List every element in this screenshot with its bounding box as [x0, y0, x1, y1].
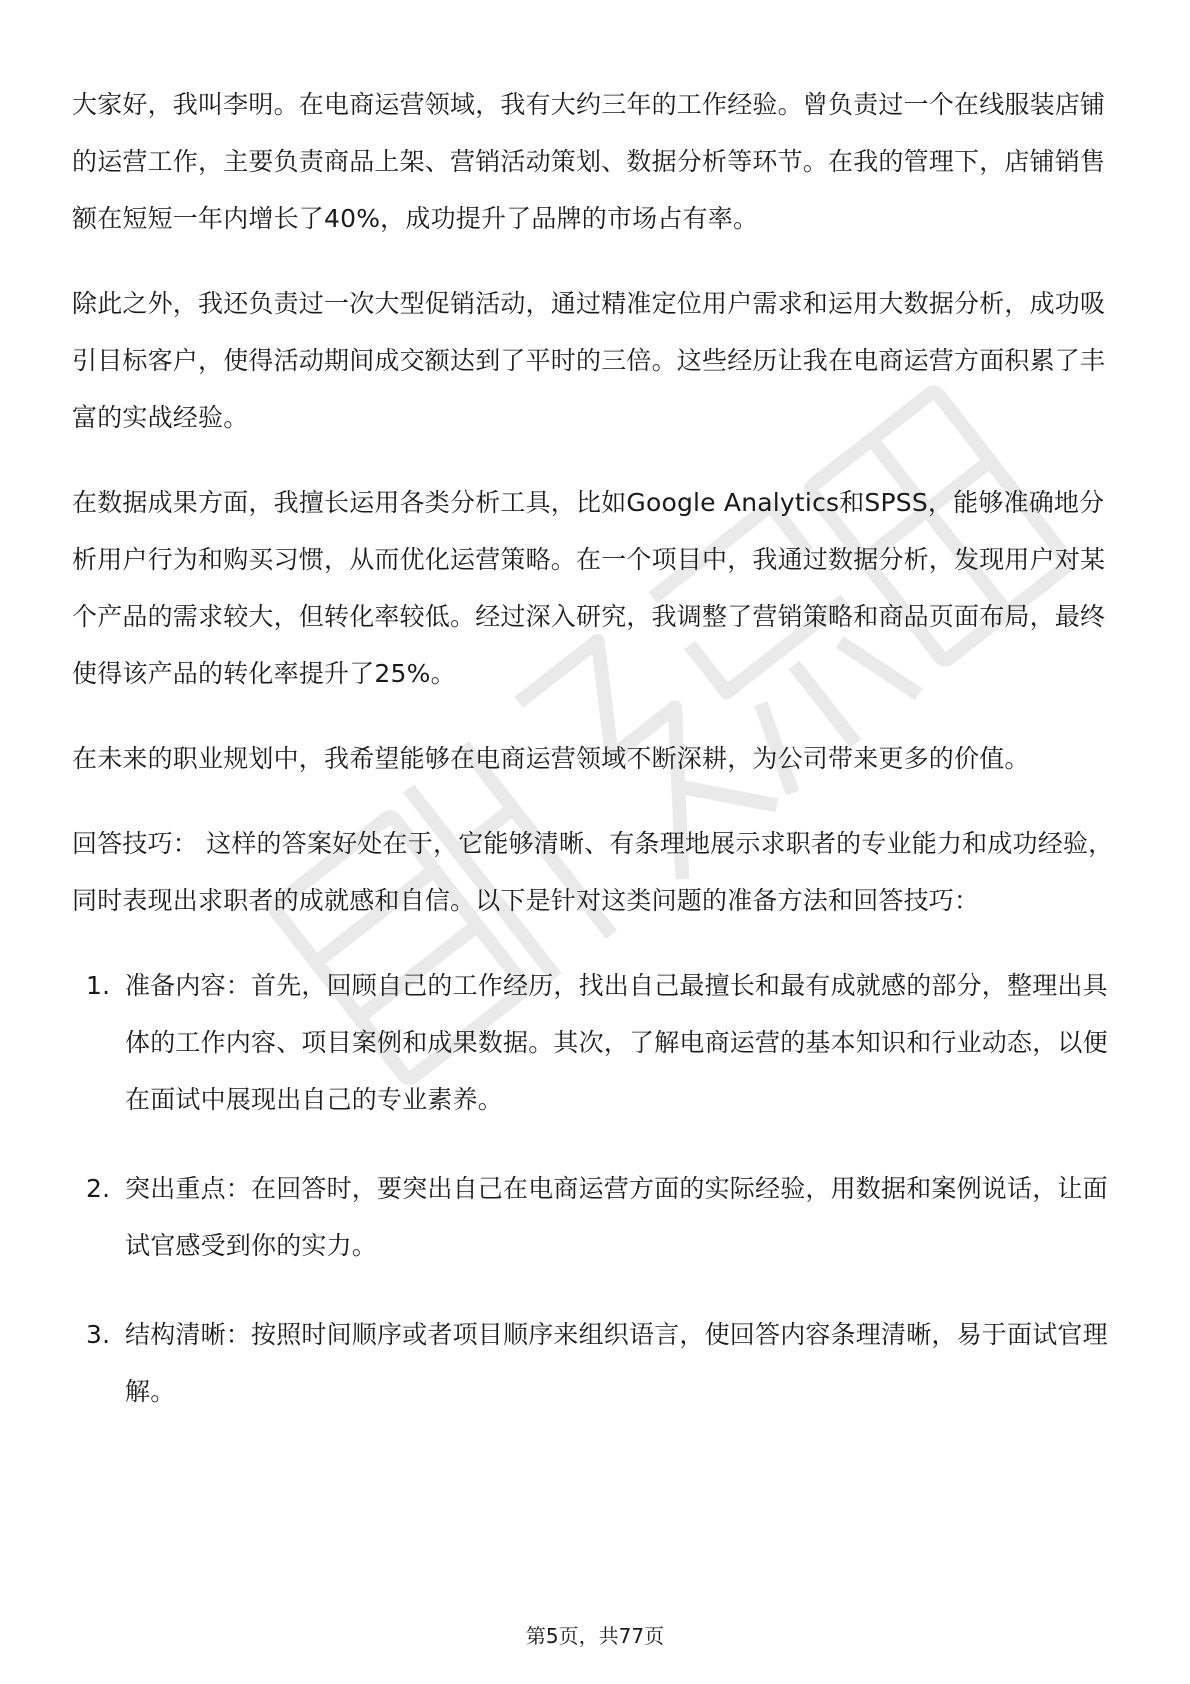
list-item-text: 结构清晰：按照时间顺序或者项目顺序来组织语言，使回答内容条理清晰，易于面试官理解。 [125, 1320, 1108, 1406]
list-item-text: 准备内容：首先，回顾自己的工作经历，找出自己最擅长和最有成就感的部分，整理出具体的工作内容、项目案例和成果数据。其次，了解电商运营的基本知识和行业动态，以便在面试中展现出自己的专业素养。 [125, 971, 1108, 1114]
page-number-footer: 第5页，共77页 [525, 1624, 665, 1648]
list-item [72, 957, 1122, 1128]
list-item-text: 突出重点：在回答时，要突出自己在电商运营方面的实际经验，用数据和案例说话，让面试官感受到你的实力。 [125, 1174, 1108, 1260]
tips-list [72, 957, 1122, 1420]
list-item-number: 1. [86, 971, 111, 1000]
paragraph-data-results: 在数据成果方面，我擅长运用各类分析工具，比如Google Analytics和SPSS，能够准确地分析用户行为和购买习惯，从而优化运营策略。在一个项目中，我通过数据分析，发现用户对某个产品的需求较大，但转化率较低。经过深入研究，我调整了营销策略和商品页面布局，最终使得该产品的转化率提升了25%。 [72, 488, 1106, 688]
list-item-number: 3. [86, 1320, 111, 1349]
paragraph-career-plan: 在未来的职业规划中，我希望能够在电商运营领域不断深耕，为公司带来更多的价值。 [72, 744, 1030, 773]
paragraph-answer-tips: 回答技巧： 这样的答案好处在于，它能够清晰、有条理地展示求职者的专业能力和成功经验，同时表现出求职者的成就感和自信。以下是针对这类问题的准备方法和回答技巧： [72, 829, 1114, 915]
document-body [72, 76, 1122, 1452]
list-item [72, 1160, 1122, 1274]
paragraph-promotion: 除此之外，我还负责过一次大型促销活动，通过精准定位用户需求和运用大数据分析，成功吸引目标客户，使得活动期间成交额达到了平时的三倍。这些经历让我在电商运营方面积累了丰富的实战经验。 [72, 289, 1106, 432]
paragraph-intro: 大家好，我叫李明。在电商运营领域，我有大约三年的工作经验。曾负责过一个在线服装店铺的运营工作，主要负责商品上架、营销活动策划、数据分析等环节。在我的管理下，店铺销售额在短短一年内增长了40%，成功提升了品牌的市场占有率。 [72, 90, 1106, 233]
list-item [72, 1306, 1122, 1420]
list-item-number: 2. [86, 1174, 111, 1203]
